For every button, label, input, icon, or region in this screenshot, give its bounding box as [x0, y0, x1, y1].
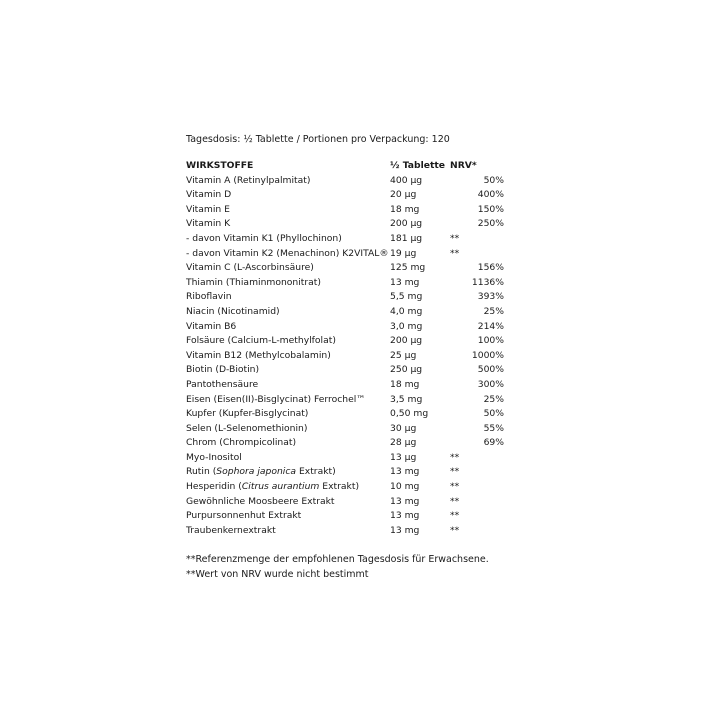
ingredient-name-part: Vitamin K — [186, 218, 231, 230]
ingredient-nrv: ** — [450, 495, 460, 507]
footnotes — [186, 552, 506, 582]
ingredient-nrv: 69% — [483, 437, 504, 449]
ingredient-latin-name: Citrus aurantium — [241, 481, 320, 493]
table-row — [186, 217, 504, 232]
table-row — [186, 378, 504, 393]
ingredient-name-part: Thiamin (Thiaminmononitrat) — [186, 276, 321, 288]
table-row — [186, 203, 504, 218]
table-row — [186, 480, 504, 495]
ingredient-nrv: ** — [450, 451, 460, 463]
ingredient-amount: 30 µg — [390, 422, 417, 434]
ingredient-nrv: 1136% — [471, 276, 504, 288]
header-nrv: NRV* — [450, 160, 477, 171]
ingredient-amount: 28 µg — [390, 437, 417, 449]
ingredient-name — [186, 451, 390, 466]
ingredient-nrv: 50% — [483, 174, 504, 186]
ingredient-name-part: Selen (L-Selenomethionin) — [186, 422, 308, 434]
table-row — [186, 232, 504, 247]
ingredient-name-part: Vitamin C (L-Ascorbinsäure) — [186, 262, 314, 274]
ingredient-name — [186, 261, 390, 276]
ingredient-amount: 250 µg — [390, 364, 423, 376]
ingredient-name-part: Rutin ( — [186, 466, 217, 478]
ingredient-amount: 18 mg — [390, 378, 420, 390]
daily-dose-line: Tagesdosis: ½ Tablette / Portionen pro Verpackung: 120 — [186, 134, 450, 145]
ingredient-nrv: 393% — [477, 291, 504, 303]
ingredient-name — [186, 232, 390, 247]
table-row — [186, 363, 504, 378]
ingredient-amount: 0,50 mg — [390, 408, 429, 420]
ingredient-name-part: Vitamin B6 — [186, 320, 237, 332]
ingredient-name-part: Traubenkernextrakt — [186, 524, 276, 536]
table-row — [186, 495, 504, 510]
ingredient-name-part: Purpursonnenhut Extrakt — [186, 510, 302, 522]
ingredient-amount: 181 µg — [390, 232, 423, 244]
ingredient-amount: 25 µg — [390, 349, 417, 361]
ingredient-name-part: Vitamin E — [186, 203, 230, 215]
ingredient-nrv: 50% — [483, 408, 504, 420]
ingredient-nrv: 250% — [477, 218, 504, 230]
footnote: **Referenzmenge der empfohlenen Tagesdosis für Erwachsene. — [186, 554, 489, 566]
ingredient-name — [186, 188, 390, 203]
ingredient-nrv: 500% — [477, 364, 504, 376]
ingredient-amount: 13 µg — [390, 451, 417, 463]
ingredient-amount: 19 µg — [390, 247, 417, 259]
ingredient-nrv: 100% — [477, 335, 504, 347]
table-row — [186, 509, 504, 524]
ingredient-name — [186, 393, 390, 408]
table-row — [186, 393, 504, 408]
ingredient-name — [186, 378, 390, 393]
ingredient-name — [186, 320, 390, 335]
ingredient-name-part: Niacin (Nicotinamid) — [186, 305, 280, 317]
ingredient-nrv: ** — [450, 466, 460, 478]
ingredient-name-part: Extrakt) — [319, 481, 360, 493]
ingredient-amount: 13 mg — [390, 495, 420, 507]
ingredient-nrv: 25% — [483, 393, 504, 405]
ingredient-nrv: 156% — [477, 262, 504, 274]
table-row — [186, 451, 504, 466]
ingredient-name-part: Riboflavin — [186, 291, 232, 303]
ingredient-name — [186, 334, 390, 349]
ingredient-amount: 13 mg — [390, 510, 420, 522]
ingredient-amount: 20 µg — [390, 189, 417, 201]
ingredient-nrv: 1000% — [471, 349, 504, 361]
ingredient-name-part: Pantothensäure — [186, 378, 259, 390]
ingredient-nrv: ** — [450, 481, 460, 493]
ingredient-nrv: ** — [450, 510, 460, 522]
ingredient-name-part: Chrom (Chrompicolinat) — [186, 437, 297, 449]
table-row — [186, 422, 504, 437]
table-row — [186, 465, 504, 480]
ingredient-name-part: Myo-Inositol — [186, 451, 242, 463]
ingredients-table-body — [186, 174, 504, 539]
ingredient-name — [186, 363, 390, 378]
ingredient-nrv: 55% — [483, 422, 504, 434]
ingredient-name — [186, 422, 390, 437]
ingredient-amount: 200 µg — [390, 335, 423, 347]
ingredient-name-part: Biotin (D-Biotin) — [186, 364, 260, 376]
ingredients-table — [186, 159, 504, 538]
table-row — [186, 436, 504, 451]
table-row — [186, 247, 504, 262]
ingredient-name — [186, 407, 390, 422]
table-row — [186, 261, 504, 276]
header-ingredients: WIRKSTOFFE — [186, 160, 254, 171]
table-row — [186, 524, 504, 539]
ingredient-nrv: 25% — [483, 305, 504, 317]
table-row — [186, 174, 504, 189]
supplement-facts-document — [186, 133, 506, 582]
ingredient-nrv: 214% — [477, 320, 504, 332]
ingredient-nrv: 400% — [477, 189, 504, 201]
ingredient-amount: 10 mg — [390, 481, 420, 493]
ingredient-name — [186, 509, 390, 524]
ingredient-name — [186, 465, 390, 480]
ingredient-amount: 125 mg — [390, 262, 426, 274]
table-row — [186, 290, 504, 305]
ingredient-name-part: Extrakt) — [296, 466, 336, 478]
ingredient-name — [186, 495, 390, 510]
table-row — [186, 320, 504, 335]
ingredient-amount: 3,5 mg — [390, 393, 423, 405]
ingredient-amount: 5,5 mg — [390, 291, 423, 303]
table-row — [186, 334, 504, 349]
ingredient-nrv: 150% — [477, 203, 504, 215]
table-row — [186, 349, 504, 364]
table-row — [186, 188, 504, 203]
ingredient-name — [186, 480, 390, 495]
ingredient-name-part: Gewöhnliche Moosbeere Extrakt — [186, 495, 335, 507]
footnote: **Wert von NRV wurde nicht bestimmt — [186, 569, 369, 581]
ingredient-name — [186, 290, 390, 305]
ingredient-name-part: Eisen (Eisen(II)-Bisglycinat) Ferrochel™ — [186, 393, 366, 405]
ingredient-amount: 13 mg — [390, 524, 420, 536]
ingredient-name-part: Hesperidin ( — [186, 481, 242, 493]
header-amount: ½ Tablette — [390, 160, 445, 171]
ingredient-name-part: - davon Vitamin K1 (Phyllochinon) — [186, 232, 342, 244]
ingredient-name — [186, 349, 390, 364]
ingredient-name — [186, 203, 390, 218]
ingredient-amount: 13 mg — [390, 466, 420, 478]
ingredient-latin-name: Sophora japonica — [216, 466, 297, 478]
table-row — [186, 305, 504, 320]
table-header-row — [186, 159, 504, 174]
ingredient-name-part: - davon Vitamin K2 (Menachinon) K2VITAL® — [186, 247, 389, 259]
table-row — [186, 276, 504, 291]
ingredient-nrv: ** — [450, 247, 460, 259]
ingredient-nrv: ** — [450, 524, 460, 536]
ingredient-name — [186, 247, 390, 262]
ingredient-name — [186, 174, 390, 189]
table-row — [186, 407, 504, 422]
ingredient-name — [186, 524, 390, 539]
ingredient-name-part: Vitamin D — [186, 189, 232, 201]
ingredient-name-part: Folsäure (Calcium-L-methylfolat) — [186, 335, 336, 347]
ingredient-amount: 3,0 mg — [390, 320, 423, 332]
ingredient-name-part: Vitamin A (Retinylpalmitat) — [186, 174, 311, 186]
ingredient-name — [186, 436, 390, 451]
ingredient-name — [186, 217, 390, 232]
ingredient-amount: 400 µg — [390, 174, 423, 186]
ingredient-amount: 200 µg — [390, 218, 423, 230]
ingredient-nrv: ** — [450, 232, 460, 244]
ingredient-amount: 18 mg — [390, 203, 420, 215]
ingredient-nrv: 300% — [477, 378, 504, 390]
ingredient-name — [186, 305, 390, 320]
ingredient-name — [186, 276, 390, 291]
ingredient-name-part: Kupfer (Kupfer-Bisglycinat) — [186, 408, 309, 420]
ingredient-name-part: Vitamin B12 (Methylcobalamin) — [186, 349, 331, 361]
ingredient-amount: 13 mg — [390, 276, 420, 288]
ingredient-amount: 4,0 mg — [390, 305, 423, 317]
